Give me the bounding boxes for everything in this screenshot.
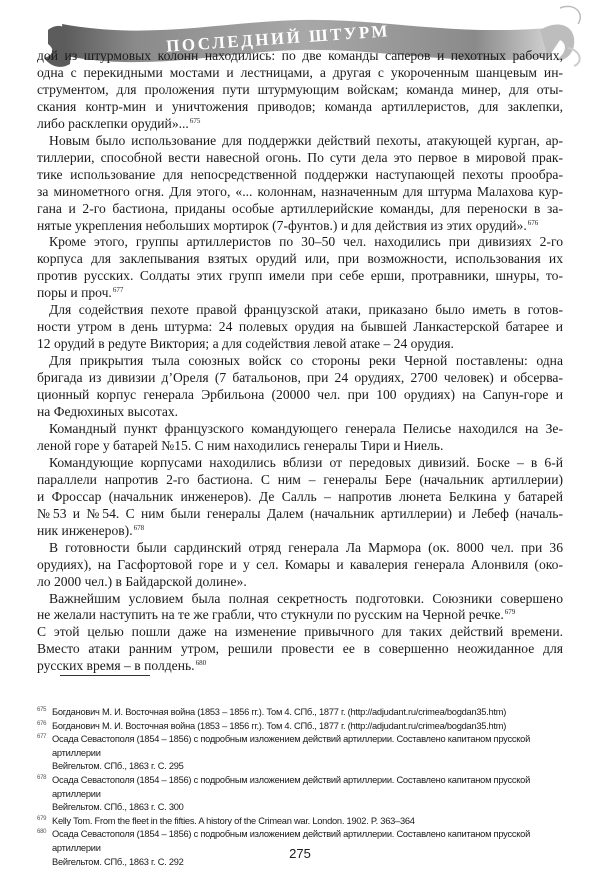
text-line [37, 574, 563, 591]
text-line [37, 201, 563, 218]
footnote-reference[interactable]: 680 [195, 659, 207, 668]
text-line [37, 285, 563, 302]
text-line [37, 658, 563, 675]
line-text: ности утром в день штурма: 24 полевых орудия на бывшей Ланкастерской батарее и [37, 319, 563, 335]
chapter-title: ПОСЛЕДНИЙ ШТУРМ [165, 21, 391, 56]
text-line [37, 218, 563, 235]
line-text: скания контр-мин и уничтожения приводов; команда артиллеристов, для заклепки, [37, 98, 563, 114]
line-text: поры и проч. [37, 285, 112, 301]
footnote [37, 815, 563, 829]
line-text: русских время – в полдень. [37, 658, 195, 674]
text-line [37, 234, 563, 251]
text-line [37, 251, 563, 268]
footnote-reference[interactable]: 676 [527, 218, 539, 227]
footnote-text: Kelly Tom. From the fleet in the fifties. A history of the Crimean war. London. 1902. P. 363–364 [52, 815, 415, 826]
paragraph [37, 591, 563, 676]
text-line [37, 523, 563, 540]
footnote-text: Богданович М. И. Восточная война (1853 – 1856 гг.). Том 4. СПб., 1877 г. (http://adjudant.ru/crimea/bogdan35.htm) [52, 707, 507, 717]
footnote-number: 678 [37, 774, 47, 781]
text-line [37, 506, 563, 523]
footnotes [37, 706, 563, 869]
text-line [37, 336, 563, 353]
text-line [37, 557, 563, 574]
text-line [37, 150, 563, 167]
text-line [37, 319, 563, 336]
footnote-reference[interactable]: 675 [189, 116, 201, 125]
line-text: одна с перекидными мостами и лестницами, а другая с укороченным шанцевым ин- [37, 64, 563, 80]
text-line [37, 489, 563, 506]
footnote-text: Осада Севастополя (1854 – 1856) с подробным изложением действий артиллерии. Составлено капитаном прусской артиллерии [52, 734, 531, 758]
line-text: Командующие корпусами находились вблизи от передовых дивизий. Боске – в 6-й [49, 454, 563, 470]
text-line [37, 353, 563, 370]
line-text: тике использование для непосредственной поддержки наступающей пехоты прообра- [37, 166, 563, 182]
text-line [37, 624, 563, 641]
line-text: на Федюхиных высотах. [37, 404, 179, 420]
line-text: тиллерии, способной вести навесной огонь. По сути дела это первое в мировой прак- [37, 149, 563, 165]
paragraph [37, 302, 563, 353]
line-text: либо расклепки орудий»... [37, 115, 189, 131]
text-line [37, 472, 563, 489]
line-text: ник инженеров). [37, 522, 133, 538]
footnote [37, 733, 563, 774]
footnote-number: 675 [37, 707, 47, 713]
text-line [37, 404, 563, 421]
text-line [37, 48, 563, 65]
footnote-text: Богданович М. И. Восточная война (1853 – 1856 гг.). Том 4. СПб., 1877 г. (http://adjudant.ru/crimea/bogdan35.htm) [52, 720, 507, 731]
line-text: бригада из дивизии д’Ореля (7 батальонов, при 24 орудиях, 2700 человек) и обсерва- [37, 370, 563, 386]
footnote-text: Осада Севастополя (1854 – 1856) с подробным изложением действий артиллерии. Составлено капитаном прусской артиллерии [52, 829, 531, 853]
footnote-reference[interactable]: 678 [133, 523, 145, 532]
paragraph [37, 455, 563, 540]
line-text: корпуса для заклепывания взятых орудий или, при возможности, использования их [37, 251, 563, 267]
text-line [37, 302, 563, 319]
text-line [37, 540, 563, 557]
line-text: и Фроссар (начальник инженеров). Де Салль – напротив люнета Белкина у батарей [37, 488, 563, 504]
line-text: Важнейшим условием была полная секретность подготовки. Союзники совершено [49, 590, 563, 606]
page-number: 275 [289, 846, 311, 861]
text-line [37, 421, 563, 438]
line-text: леной горе у батарей №15. С ним находились генералы Тири и Ниель. [37, 437, 444, 453]
line-text: ционный корпус генерала Эрбильона (20000 чел. при 100 орудиях) на Сапун-горе и [37, 387, 563, 403]
line-text: Для содействия пехоте правой французской атаки, приказано было иметь в готов- [49, 302, 563, 318]
line-text: гана и 2-го бастиона, приданы особые артиллерийские команды, для переноски в за- [37, 200, 563, 216]
line-text: за минометного огня. Для этого, «... колоннам, назначенным для штурма Малахова кур- [37, 183, 563, 199]
line-text: против русских. Солдаты этих групп имели при себе ерши, протравники, шнуры, то- [37, 268, 563, 284]
footnote [37, 720, 563, 734]
paragraph [37, 48, 563, 133]
footnote-divider [60, 675, 150, 676]
footnote-reference[interactable]: 679 [504, 608, 516, 617]
text-line [37, 116, 563, 133]
line-text: Вместо атаки ранним утром, решили провести ее в совершенно неожиданное для [37, 641, 563, 657]
text-line [37, 387, 563, 404]
text-line [37, 167, 563, 184]
paragraph [37, 353, 563, 421]
footnote-reference[interactable]: 677 [112, 286, 124, 295]
footnote-text: Вейгельтом. СПб., 1863 г. С. 295 [52, 761, 184, 772]
paragraph [37, 421, 563, 455]
text-line [37, 607, 563, 624]
footnote [37, 774, 563, 815]
paragraph [37, 133, 563, 235]
line-text: №53 и №54. С ним были генералы Далем (начальник артиллерии) и Лебеф (началь- [37, 505, 563, 521]
line-text: струментом, для проложения пути штурмующим войскам; команда минер, для оты- [37, 81, 563, 97]
footnote-number: 680 [37, 829, 47, 836]
text-line [37, 455, 563, 472]
line-text: Командный пункт французского командующего генерала Пелисье находился на Зе- [49, 420, 563, 436]
line-text: орудиях), на Гасфортовой горе и у сел. Комары и кавалерия генерала Алонвиля (око- [37, 556, 563, 572]
text-line [37, 438, 563, 455]
line-text: нятые укрепления небольших мортирок (7-фунтов.) и для действия из этих орудий». [37, 217, 527, 233]
line-text: дой из штурмовых колонн находились: по две команды саперов и пехотных рабочих, [37, 48, 563, 63]
line-text: Новым было использование для поддержки действий пехоты, атакующей курган, ар- [49, 132, 563, 148]
footnote-text: Вейгельтом. СПб., 1863 г. С. 300 [52, 802, 184, 813]
text-line [37, 268, 563, 285]
line-text: Для прикрытия тыла союзных войск со стороны реки Черной поставлены: одна [49, 353, 563, 369]
footnote [37, 706, 563, 720]
line-text: С этой целью пошли даже на изменение привычного для таких действий времени. [37, 624, 563, 640]
text-line [37, 65, 563, 82]
line-text: ло 2000 чел.) в Байдарской долине». [37, 573, 247, 589]
text-line [37, 641, 563, 658]
footnote-text: Осада Севастополя (1854 – 1856) с подробным изложением действий артиллерии. Составлено капитаном прусской артиллерии [52, 774, 531, 799]
footnote-number: 679 [37, 815, 47, 822]
line-text: Кроме этого, группы артиллеристов по 30–50 чел. находились при дивизиях 2-го [49, 234, 563, 250]
footnote-number: 676 [37, 720, 47, 727]
text-line [37, 133, 563, 150]
paragraph [37, 540, 563, 591]
footnote-text: Вейгельтом. СПб., 1863 г. С. 292 [52, 856, 184, 867]
text-line [37, 184, 563, 201]
text-line [37, 82, 563, 99]
line-text: 12 орудий в редуте Виктория; а для содействия левой атаке – 24 орудия. [37, 336, 454, 352]
body-text [37, 48, 563, 675]
text-line [37, 591, 563, 608]
line-text: не желали наступить на те же грабли, что стукнули по русским на Черной речке. [37, 607, 504, 623]
paragraph [37, 234, 563, 302]
footnote-number: 677 [37, 734, 47, 741]
line-text: В готовности были сардинский отряд генерала Ла Мармора (ок. 8000 чел. при 36 [49, 539, 563, 555]
text-line [37, 370, 563, 387]
text-line [37, 99, 563, 116]
line-text: параллели напротив 2-го бастиона. С ним – генералы Бере (начальник артиллерии) [37, 471, 563, 487]
